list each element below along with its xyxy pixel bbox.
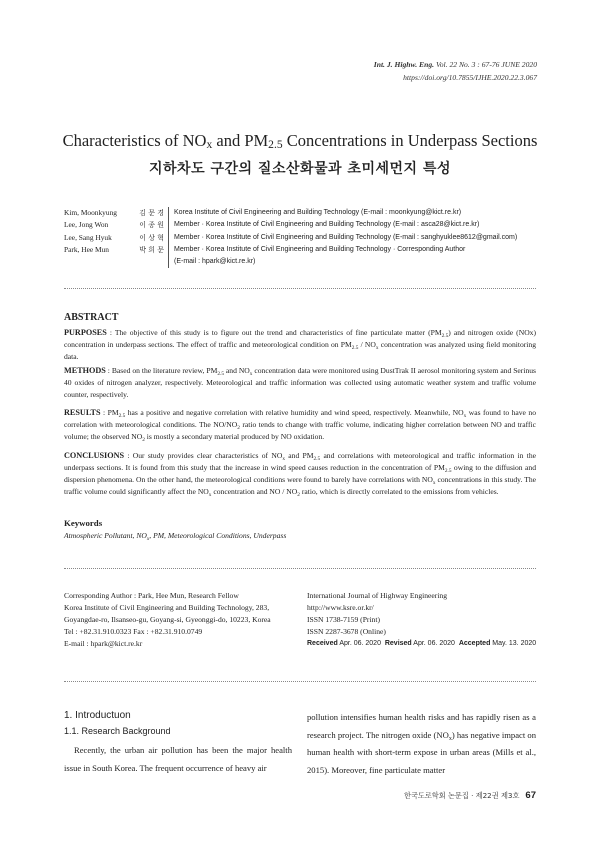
author-affiliation: Korea Institute of Civil Engineering and Building Technology (E-mail : moonkyung@kict.re.kr) xyxy=(174,209,462,216)
author-affiliation: Member · Korea Institute of Civil Engineering and Building Technology (E-mail : sanghyuklee8612@gmail.com) xyxy=(174,233,518,241)
author-name-en: Lee, Jong Won xyxy=(64,220,109,230)
corresponding-email: (E-mail : hpark@kict.re.kr) xyxy=(174,258,256,266)
author-affiliation: Member · Korea Institute of Civil Engineering and Building Technology · Corresponding Author xyxy=(174,245,466,253)
abstract-results: RESULTS : $PM_{2.5}$ has a positive and negative correlation with relative humidity and wind speed, respectively. Meanwhile, $NO_x$ was found to have no correlation with meteorological conditions. The $NO/NO_2$ ratio tends to change with traffic volume, indicating higher correlation between NO and traffic volume; the observed $NO_2$ is mostly a secondary material produced by NO oxidation. xyxy=(64,408,536,443)
corr-line: Goyangdae-ro, Ilsanseo-gu, Goyang-si, Gyeonggi-do, 10223, Korea xyxy=(64,614,271,624)
corr-line: Tel : +82.31.910.0323 Fax : +82.31.910.0749 xyxy=(64,626,203,636)
keywords-heading: Keywords xyxy=(64,518,103,528)
author-row xyxy=(64,207,517,219)
divider xyxy=(64,288,536,289)
corresponding-author-block xyxy=(64,590,271,650)
abstract-conclusions: CONCLUSIONS : Our study provides clear characteristics of $NO_x$ and $PM_{2.5}$ and correlations with meteorological and traffic information in the underpass sections. It is found from this study that the increase in wind speed causes reduction in the concentration of $PM_{2.5}$ owing to the diffusion and dispersion phenomena. On the other hand, the meteorological conditions were found to barely have correlations with $NO_x$ concentrations in this study. The traffic volume could significantly affect the $NO_x$ concentration and NO / $NO_2$ ratio, which is directly correlated to the emissions from vehicles. xyxy=(64,451,536,498)
volume-info: Vol. 22 No. 3 : 67-76 JUNE 2020 xyxy=(435,60,537,69)
section-heading: 1. Introductuon xyxy=(64,710,131,721)
abstract-heading: ABSTRACT xyxy=(64,312,119,323)
author-list xyxy=(64,207,517,268)
body-column-left: Recently, the urban air pollution has been the major health issue in South Korea. The frequent occurrence of heavy air xyxy=(64,745,292,773)
footer-journal: 한국도로학회 논문집 · 제22권 제3호 xyxy=(404,791,520,800)
submission-dates: Received Apr. 06. 2020 Revised Apr. 06. 2020 Accepted May. 13. 2020 xyxy=(307,639,537,647)
body-column-right: pollution intensifies human health risks and has rapidly risen as a research project. The nitrogen oxide $(NO_x)$ has negative impact on human health with short-term expose in urban areas (Mills et al., 2015). Moreover, fine particulate matter xyxy=(307,712,537,775)
author-row xyxy=(64,256,517,268)
author-name-en: Park, Hee Mun xyxy=(64,244,109,254)
journal-info-block xyxy=(307,590,536,650)
author-name-ko: 이 상 혁 xyxy=(132,232,169,244)
page-number: 67 xyxy=(525,790,536,801)
title-korean: 지하차도 구간의 질소산화물과 초미세먼지 특성 xyxy=(149,161,451,177)
subsection-heading: 1.1. Research Background xyxy=(64,726,171,736)
journal-info-line: ISSN 2287-3678 (Online) xyxy=(307,626,386,636)
title-english: Characteristics of $NO_x$ and $PM_{2.5}$ Concentrations in Underpass Sections xyxy=(62,131,538,151)
abstract-purposes: PURPOSES : The objective of this study is to figure out the trend and characteristics of fine particulate matter $(PM_{2.5})$ and nitrogen oxide (NOx) concentration in underpass sections. The effect of traffic and meteorological condition on $PM_{2.5} / NO_x$ concentration was analyzed using field monitoring data. xyxy=(64,328,537,361)
journal-url[interactable]: http://www.ksre.or.kr/ xyxy=(307,602,374,612)
author-affiliation: Member · Korea Institute of Civil Engineering and Building Technology (E-mail : asca28@kict.re.kr) xyxy=(174,221,480,229)
page-footer xyxy=(404,790,536,801)
journal-citation xyxy=(374,60,537,69)
keywords-list: Atmospheric Pollutant, $NO_x$, PM, Meteorological Conditions, Underpass xyxy=(64,531,287,542)
journal-info-line: ISSN 1738-7159 (Print) xyxy=(307,614,380,624)
divider xyxy=(64,568,536,569)
corr-email: E-mail : hpark@kict.re.kr xyxy=(64,638,143,648)
author-row xyxy=(64,244,517,256)
corr-line: Corresponding Author : Park, Hee Mun, Research Fellow xyxy=(64,591,239,600)
journal-info-line: International Journal of Highway Engineering xyxy=(307,591,448,600)
corr-line: Korea Institute of Civil Engineering and Building Technology, 283, xyxy=(64,602,270,612)
author-name-ko: 김 문 경 xyxy=(132,207,169,219)
author-name-en: Kim, Moonkyung xyxy=(64,208,117,217)
author-name-en: Lee, Sang Hyuk xyxy=(64,232,112,242)
author-row xyxy=(64,219,517,231)
abstract-methods: METHODS : Based on the literature review, $PM_{2.5}$ and $NO_x$ concentration data were monitored using DustTrak II aerosol monitoring system and Serinus 40 oxides of nitrogen analyzer, respectively. Meteorological and traffic information was collected using automatic weather system and traffic volume counter, respectively. xyxy=(64,366,536,399)
journal-name: Int. J. Highw. Eng. xyxy=(373,60,435,69)
doi-link[interactable]: https://doi.org/10.7855/IJHE.2020.22.3.067 xyxy=(403,73,537,82)
author-name-ko: 이 종 원 xyxy=(132,219,169,231)
author-row xyxy=(64,232,517,244)
divider xyxy=(64,681,536,682)
author-name-ko: 박 희 문 xyxy=(132,244,169,256)
